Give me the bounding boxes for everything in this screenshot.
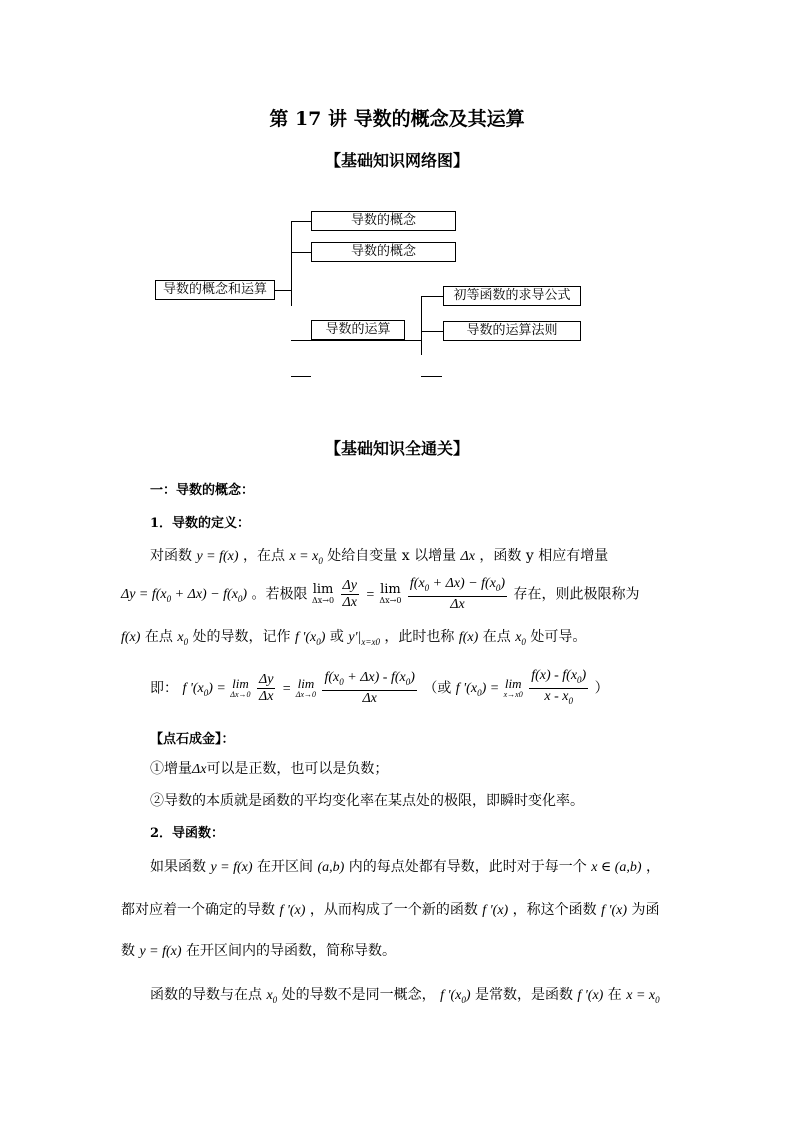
page-title: 第 17 讲 导数的概念及其运算 <box>269 108 525 130</box>
text: 在开区间内的导函数，简称导数。 <box>186 943 396 959</box>
connector <box>421 296 443 297</box>
diagram-root: 导数的概念和运算 <box>155 280 275 300</box>
connector <box>291 252 311 253</box>
paragraph-line <box>121 626 586 647</box>
formula: $y'|_{x=x0}$ <box>348 630 380 647</box>
formula: y = f(x) <box>139 944 182 959</box>
diagram-concept-1: 导数的概念 <box>311 211 456 231</box>
text: 即： <box>150 680 178 697</box>
formula: $x_0$ <box>266 988 278 1005</box>
underline-mark <box>421 376 442 377</box>
connector <box>291 340 421 341</box>
formula: $\frac{\Delta y}{\Delta x}$ <box>258 671 274 704</box>
section-heading: 一：导数的概念： <box>150 483 255 498</box>
text: 可以是正数，也可以是负数； <box>206 761 389 777</box>
formula: f '$(x_0)$ = <box>455 681 500 699</box>
formula: f '$(x_0)$ = <box>182 681 226 699</box>
formula: $x_0$ <box>515 630 526 647</box>
equation-line: 即： f '$(x_0) = \lim$ Δx→0 $\frac{\Delta y}{\Delta x}$ = lim Δx→0 $\frac{f(x_0 + \Delta x) - f(x_0)}{\Delta x}$ （或 f '$(x_0) = \lim$ x→x0 $\frac{f(x) - f(x_0)}{x - x_0}$ ） <box>150 668 609 709</box>
diagram-rules: 导数的运算法则 <box>443 321 581 341</box>
text: 处给自变量 x 以增量 <box>327 548 457 564</box>
subsection-heading: 1．导数的定义： <box>150 516 251 531</box>
text: 在点 <box>482 629 511 645</box>
connector <box>291 221 292 306</box>
tip-2: ②导数的本质就是函数的平均变化率在某点处的极限，即瞬时变化率。 <box>150 793 584 809</box>
formula: $x = x_0$ <box>626 988 660 1005</box>
formula: y = f(x) <box>210 860 253 875</box>
all-pass-heading: 【基础知识全通关】 <box>324 439 469 458</box>
formula: Δx <box>192 762 207 777</box>
connector <box>421 331 443 332</box>
connector <box>291 221 311 222</box>
paragraph-line <box>121 899 659 919</box>
formula: Δx <box>460 549 475 564</box>
text: ） <box>594 680 609 697</box>
text: 处可导。 <box>530 629 587 645</box>
formula: f(x) <box>458 630 479 645</box>
paragraph-line: $\Delta y = f(x_0 + \Delta x) - f(x_0)$ 。若极限 lim Δx→0 $\frac{\Delta y}{\Delta x}$ = lim Δx→0 $\frac{f(x_0 + \Delta x) - f(x_0)}{\Delta x}$ 存在，则此极限称为 <box>121 576 640 612</box>
formula: f '(x) <box>482 903 509 918</box>
formula: x ∈ (a,b) <box>591 860 642 875</box>
text: 数 <box>121 943 135 959</box>
formula: lim Δx→0 <box>230 675 251 699</box>
formula: $\Delta y = f(x_0 + \Delta x) - f(x_0)$ <box>121 587 248 605</box>
text: 对函数 <box>150 548 192 564</box>
text: 。若极限 <box>251 586 308 603</box>
text: 在 <box>607 987 622 1003</box>
text: 是常数，是函数 <box>474 987 573 1003</box>
formula: f '$(x_0)$ <box>294 630 326 647</box>
tip-1 <box>150 758 388 778</box>
diagram-elementary: 初等函数的求导公式 <box>443 286 581 306</box>
formula: f '$(x_0)$ <box>440 988 471 1005</box>
text: ，函数 y 相应有增量 <box>479 548 609 564</box>
diagram-concept-2: 导数的概念 <box>311 242 456 262</box>
formula: lim Δx→0 <box>295 675 317 699</box>
connector <box>275 290 291 291</box>
text: 为函 <box>631 902 660 918</box>
formula: f '(x) <box>279 903 306 918</box>
formula: lim x→x0 <box>503 675 523 699</box>
formula: y = f(x) <box>196 549 239 564</box>
paragraph-line <box>150 984 660 1005</box>
text: ，在点 <box>243 548 285 564</box>
text: 在点 <box>144 629 173 645</box>
text: （或 <box>423 680 452 697</box>
text: ，此时也称 <box>384 629 455 645</box>
text: ，称这个函数 <box>512 902 597 918</box>
text: 内的每点处都有导数，此时对于每一个 <box>348 859 587 875</box>
text: 在开区间 <box>257 859 313 875</box>
text: 处的导数，记作 <box>192 629 291 645</box>
text: 存在，则此极限称为 <box>513 586 640 603</box>
formula: $\frac{f(x) - f(x_0)}{x - x_0}$ <box>531 668 587 706</box>
text: 或 <box>329 629 344 645</box>
connector <box>421 296 422 355</box>
formula: lim Δx→0 <box>379 581 402 605</box>
formula: $\frac{\Delta y}{\Delta x}$ <box>342 577 357 610</box>
paragraph-line <box>150 856 660 876</box>
network-heading: 【基础知识网络图】 <box>324 151 469 170</box>
text: ，从而构成了一个新的函数 <box>309 902 478 918</box>
tips-heading: 【点石成金】： <box>150 732 235 747</box>
text: ①增量 <box>150 761 192 777</box>
formula: (a,b) <box>317 860 345 875</box>
text: ， <box>646 859 661 875</box>
formula: $\frac{f(x_0 + \Delta x) - f(x_0)}{\Delta x}$ <box>409 576 506 612</box>
underline-mark <box>291 376 311 377</box>
formula: lim Δx→0 <box>312 581 335 605</box>
paragraph-line <box>121 940 396 960</box>
formula: f(x) <box>121 630 141 645</box>
text: 都对应着一个确定的导数 <box>121 902 275 918</box>
formula: $\frac{f(x_0 + \Delta x) - f(x_0)}{\Delta x}$ <box>324 669 415 706</box>
subsection-heading: 2．导函数： <box>150 826 225 841</box>
paragraph-line <box>150 545 608 566</box>
text: 处的导数不是同一概念， <box>281 987 436 1003</box>
text: 如果函数 <box>150 859 206 875</box>
text: 函数的导数与在点 <box>150 987 262 1003</box>
formula: f '(x) <box>577 988 604 1003</box>
formula: $x = x_0$ <box>289 549 323 566</box>
formula: $x_0$ <box>177 630 189 647</box>
formula: f '(x) <box>601 903 628 918</box>
diagram-operation: 导数的运算 <box>311 320 405 340</box>
